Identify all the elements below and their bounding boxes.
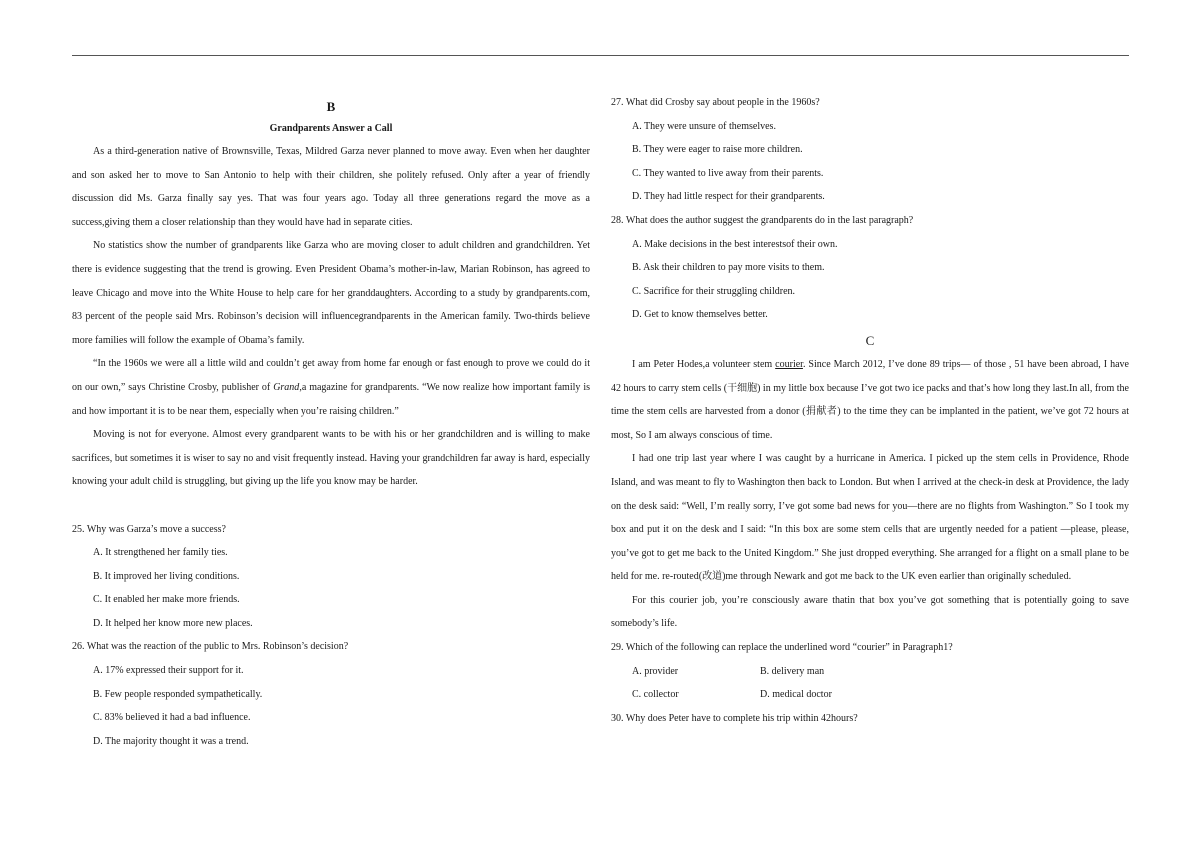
q27-option-d: D. They had little respect for their grandparents. xyxy=(632,191,825,203)
q25-option-c: C. It enabled her make more friends. xyxy=(93,594,240,606)
passage-c-paragraph-2: I had one trip last year where I was caught by a hurricane in America. I picked up the stem cells in Providence, Rhode Island, and was meant to fly to Washington then back to London. But when I arrived at the check-in desk at Providence, the lady on the desk said: “Well, I’m really sorry, I’ve got some bad news for you—there are no flights from Washington.” So I took my box and put it on the desk and I said: “In this box are some stem cells that are urgently needed for a patient —please, please, you’ve got to get me back to the United Kingdom.” She just dropped everything. She arranged for a flight on a small plane to be held for me. re-routed(改道)me through Newark and got me back to the UK even earlier than originally scheduled. xyxy=(611,453,1129,583)
section-c-letter: C xyxy=(865,332,875,348)
q26-option-b: B. Few people responded sympathetically. xyxy=(93,688,263,700)
passage-b-paragraph-2: No statistics show the number of grandparents like Garza who are moving closer to adult children and grandchildren. Yet there is evidence suggesting that the trend is growing. Even President Obama’s mother-in-law, Marian Robinson, has agreed to leave Chicago and move into the White House to help care for her granddaughters. According to a study by grandparents.com, 83 percent of the people said Mrs. Robinson’s decision will influencegrandparents in the American family. Two-thirds believe more families will follow the example of Obama’s family. xyxy=(72,240,590,346)
q25-option-a: A. It strengthened her family ties. xyxy=(93,547,228,559)
paragraph-3-part-1: “In the 1960s we were all a little wild and couldn’t get away from home far enough or fast enough to prove we could do it on our own,” says Christine Crosby, publisher of xyxy=(72,358,590,393)
q25-option-b: B. It improved her living conditions. xyxy=(93,570,240,582)
question-30: 30. Why does Peter have to complete his trip within 42hours? xyxy=(611,712,858,724)
c-paragraph-1-part-1: I am Peter Hodes,a volunteer stem xyxy=(632,358,776,370)
q27-option-c: C. They wanted to live away from their parents. xyxy=(632,167,824,179)
passage-c-paragraph-1 xyxy=(611,353,1129,447)
question-28: 28. What does the author suggest the grandparents do in the last paragraph? xyxy=(611,214,914,226)
q26-option-d: D. The majority thought it was a trend. xyxy=(93,735,249,747)
q27-option-b: B. They were eager to raise more children. xyxy=(632,144,803,156)
q28-option-b: B. Ask their children to pay more visits to them. xyxy=(632,262,825,274)
section-b-letter: B xyxy=(326,99,336,114)
q26-option-a: A. 17% expressed their support for it. xyxy=(93,665,244,677)
q28-option-c: C. Sacrifice for their struggling children. xyxy=(632,285,796,297)
left-column xyxy=(72,96,590,753)
magazine-name: Grand xyxy=(273,381,300,393)
passage-b-paragraph-3 xyxy=(72,352,590,423)
q25-option-d: D. It helped her know more new places. xyxy=(93,617,253,629)
header-rule xyxy=(72,55,1129,56)
spacer xyxy=(72,494,590,518)
underlined-word-courier: courier xyxy=(775,358,803,370)
q29-options-row-1 xyxy=(611,660,1129,684)
q29-option-b: B. delivery man xyxy=(760,665,825,677)
passage-b-paragraph-1: As a third-generation native of Brownsville, Texas, Mildred Garza never planned to move away. Even when her daughter and son asked her to move to San Antonio to help with their children, she politely refused. Only after a year of friendly discussion did Ms. Garza finally say yes. That was four years ago. Today all three generations regard the move as a success,giving them a closer relationship than they would have had in separate cities. xyxy=(72,146,590,228)
q26-option-c: C. 83% believed it had a bad influence. xyxy=(93,712,251,724)
question-27: 27. What did Crosby say about people in the 1960s? xyxy=(611,97,820,108)
c-paragraph-1-part-2: . Since March 2012, I’ve done 89 trips— of those , 51 have been abroad, I have 42 hours to carry stem cells (干细胞) in my little box because I’ve got two ice packs and that’s how long they last.In all, from the time the stem cells are harvested from a donor (捐献者) to the time they can be implanted in the patient, we’ve got 72 hours at most, So I am always conscious of time. xyxy=(611,358,1129,441)
paragraph-3-part-2: ,a magazine for grandparents. “We now realize how important family is and how important it is to be near them, especially when you’re raising children.” xyxy=(72,381,591,417)
q29-option-a: A. provider xyxy=(632,665,679,677)
q28-option-d: D. Get to know themselves better. xyxy=(632,309,768,321)
question-26: 26. What was the reaction of the public to Mrs. Robinson’s decision? xyxy=(72,641,349,653)
passage-title: Grandparents Answer a Call xyxy=(269,123,393,134)
right-column xyxy=(611,91,1129,730)
question-25: 25. Why was Garza’s move a success? xyxy=(72,523,226,535)
q29-option-d: D. medical doctor xyxy=(760,689,832,701)
q27-option-a: A. They were unsure of themselves. xyxy=(632,120,776,132)
passage-c-paragraph-3: For this courier job, you’re consciously aware thatin that box you’ve got something that is potentially going to save somebody’s life. xyxy=(611,594,1129,630)
q28-option-a: A. Make decisions in the best interestsof their own. xyxy=(632,238,838,250)
passage-b-paragraph-4: Moving is not for everyone. Almost every grandparent wants to be with his or her grandchildren and is willing to make sacrifices, but sometimes it is wiser to say no and visit frequently instead. Having your grandchildren far away is hard, especially knowing your adult child is struggling, but giving up the life you know may be harder. xyxy=(72,429,590,488)
question-29: 29. Which of the following can replace the underlined word “courier” in Paragraph1? xyxy=(611,642,953,654)
q29-option-c: C. collector xyxy=(632,689,679,701)
q29-options-row-2 xyxy=(611,683,1129,707)
